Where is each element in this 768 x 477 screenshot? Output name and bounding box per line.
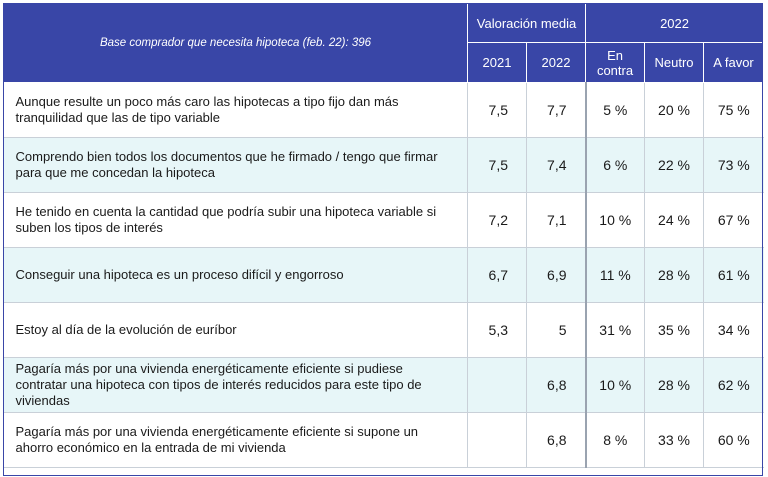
en-contra-cell: 8 % xyxy=(586,413,645,468)
question-cell: Aunque resulte un poco más caro las hipotecas a tipo fijo dan más tranquilidad que las de tipo variable xyxy=(4,83,468,138)
value-2021-cell xyxy=(468,413,527,468)
question-cell: Estoy al día de la evolución de euríbor xyxy=(4,303,468,358)
en-contra-cell: 11 % xyxy=(586,248,645,303)
value-2022-cell: 7,4 xyxy=(527,138,586,193)
question-cell: Comprendo bien todos los documentos que he firmado / tengo que firmar para que me concedan la hipoteca xyxy=(4,138,468,193)
table-row xyxy=(4,413,764,468)
header-2022: 2022 xyxy=(527,43,586,83)
survey-table xyxy=(3,3,764,468)
a-favor-cell: 34 % xyxy=(704,303,764,358)
header-neutro: Neutro xyxy=(645,43,704,83)
header-a-favor: A favor xyxy=(704,43,764,83)
value-2022-cell: 5 xyxy=(527,303,586,358)
header-2021: 2021 xyxy=(468,43,527,83)
neutro-cell: 28 % xyxy=(645,358,704,413)
a-favor-cell: 62 % xyxy=(704,358,764,413)
table-row xyxy=(4,138,764,193)
value-2022-cell: 6,8 xyxy=(527,413,586,468)
en-contra-cell: 5 % xyxy=(586,83,645,138)
a-favor-cell: 73 % xyxy=(704,138,764,193)
question-cell: He tenido en cuenta la cantidad que podría subir una hipoteca variable si suben los tipos de interés xyxy=(4,193,468,248)
table-body xyxy=(4,83,764,468)
value-2021-cell: 7,2 xyxy=(468,193,527,248)
value-2021-cell: 7,5 xyxy=(468,83,527,138)
value-2022-cell: 7,7 xyxy=(527,83,586,138)
value-2022-cell: 6,8 xyxy=(527,358,586,413)
table-row xyxy=(4,193,764,248)
value-2022-cell: 7,1 xyxy=(527,193,586,248)
a-favor-cell: 75 % xyxy=(704,83,764,138)
table-row xyxy=(4,248,764,303)
en-contra-cell: 10 % xyxy=(586,358,645,413)
en-contra-cell: 6 % xyxy=(586,138,645,193)
neutro-cell: 24 % xyxy=(645,193,704,248)
neutro-cell: 28 % xyxy=(645,248,704,303)
header-year-2022-group: 2022 xyxy=(586,4,764,43)
value-2021-cell xyxy=(468,358,527,413)
value-2022-cell: 6,9 xyxy=(527,248,586,303)
survey-table-container xyxy=(3,3,763,468)
table-header xyxy=(4,4,764,83)
value-2021-cell: 7,5 xyxy=(468,138,527,193)
table-row xyxy=(4,303,764,358)
question-cell: Pagaría más por una vivienda energéticamente eficiente si pudiese contratar una hipoteca con tipos de interés reducidos para este tipo de viviendas xyxy=(4,358,468,413)
value-2021-cell: 5,3 xyxy=(468,303,527,358)
table-row xyxy=(4,83,764,138)
en-contra-cell: 10 % xyxy=(586,193,645,248)
neutro-cell: 35 % xyxy=(645,303,704,358)
value-2021-cell: 6,7 xyxy=(468,248,527,303)
neutro-cell: 20 % xyxy=(645,83,704,138)
en-contra-cell: 31 % xyxy=(586,303,645,358)
base-note: Base comprador que necesita hipoteca (feb. 22): 396 xyxy=(4,4,468,83)
question-cell: Conseguir una hipoteca es un proceso difícil y engorroso xyxy=(4,248,468,303)
neutro-cell: 33 % xyxy=(645,413,704,468)
a-favor-cell: 67 % xyxy=(704,193,764,248)
table-row xyxy=(4,358,764,413)
neutro-cell: 22 % xyxy=(645,138,704,193)
question-cell: Pagaría más por una vivienda energéticamente eficiente si supone un ahorro económico en la entrada de mi vivienda xyxy=(4,413,468,468)
a-favor-cell: 60 % xyxy=(704,413,764,468)
header-valoracion-media: Valoración media xyxy=(468,4,586,43)
header-en-contra: En contra xyxy=(586,43,645,83)
a-favor-cell: 61 % xyxy=(704,248,764,303)
